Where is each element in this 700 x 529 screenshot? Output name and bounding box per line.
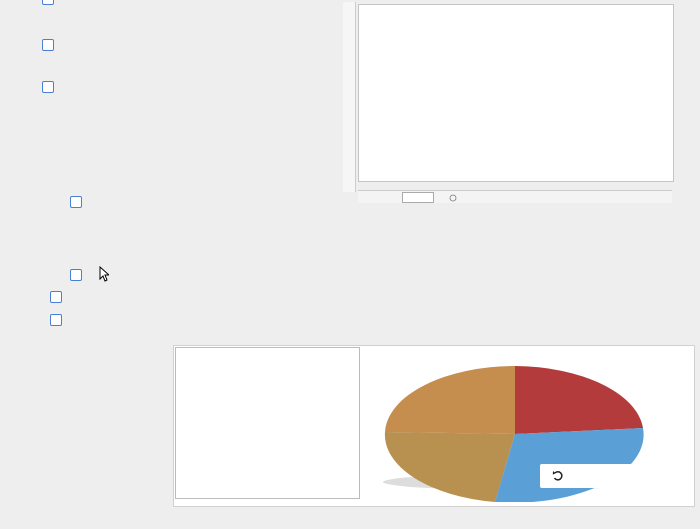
step-12-line1 bbox=[42, 80, 56, 97]
bar-chart-figure-3-71[interactable] bbox=[358, 4, 674, 182]
step-11-line1 bbox=[42, 38, 56, 55]
reset-icon bbox=[552, 470, 564, 482]
step-14-checkbox[interactable] bbox=[50, 291, 62, 303]
sheet-tab[interactable] bbox=[402, 192, 434, 203]
step-10-checkbox[interactable] bbox=[42, 0, 54, 5]
step-13b-line1 bbox=[70, 268, 84, 285]
pie-slice-2 bbox=[385, 432, 515, 502]
pie-slice-3 bbox=[515, 366, 643, 434]
row-numbers bbox=[343, 2, 356, 192]
step-13b-checkbox[interactable] bbox=[70, 269, 82, 281]
step-15-checkbox[interactable] bbox=[50, 314, 62, 326]
step-14-line bbox=[50, 290, 64, 307]
step-10-line1 bbox=[42, 0, 56, 9]
step-13a-line1 bbox=[70, 195, 84, 212]
reset-progress-button[interactable] bbox=[540, 464, 650, 488]
worksheet-grid bbox=[176, 348, 359, 498]
step-11-checkbox[interactable] bbox=[42, 39, 54, 51]
step-12-checkbox[interactable] bbox=[42, 81, 54, 93]
step-15-line bbox=[50, 313, 64, 330]
pie-slice-1 bbox=[385, 366, 515, 434]
chart-plot bbox=[359, 5, 673, 181]
step-13a-checkbox[interactable] bbox=[70, 196, 82, 208]
worksheet-thumbnail bbox=[175, 347, 360, 499]
add-sheet-icon[interactable] bbox=[449, 194, 457, 202]
mouse-cursor-icon bbox=[99, 266, 109, 282]
